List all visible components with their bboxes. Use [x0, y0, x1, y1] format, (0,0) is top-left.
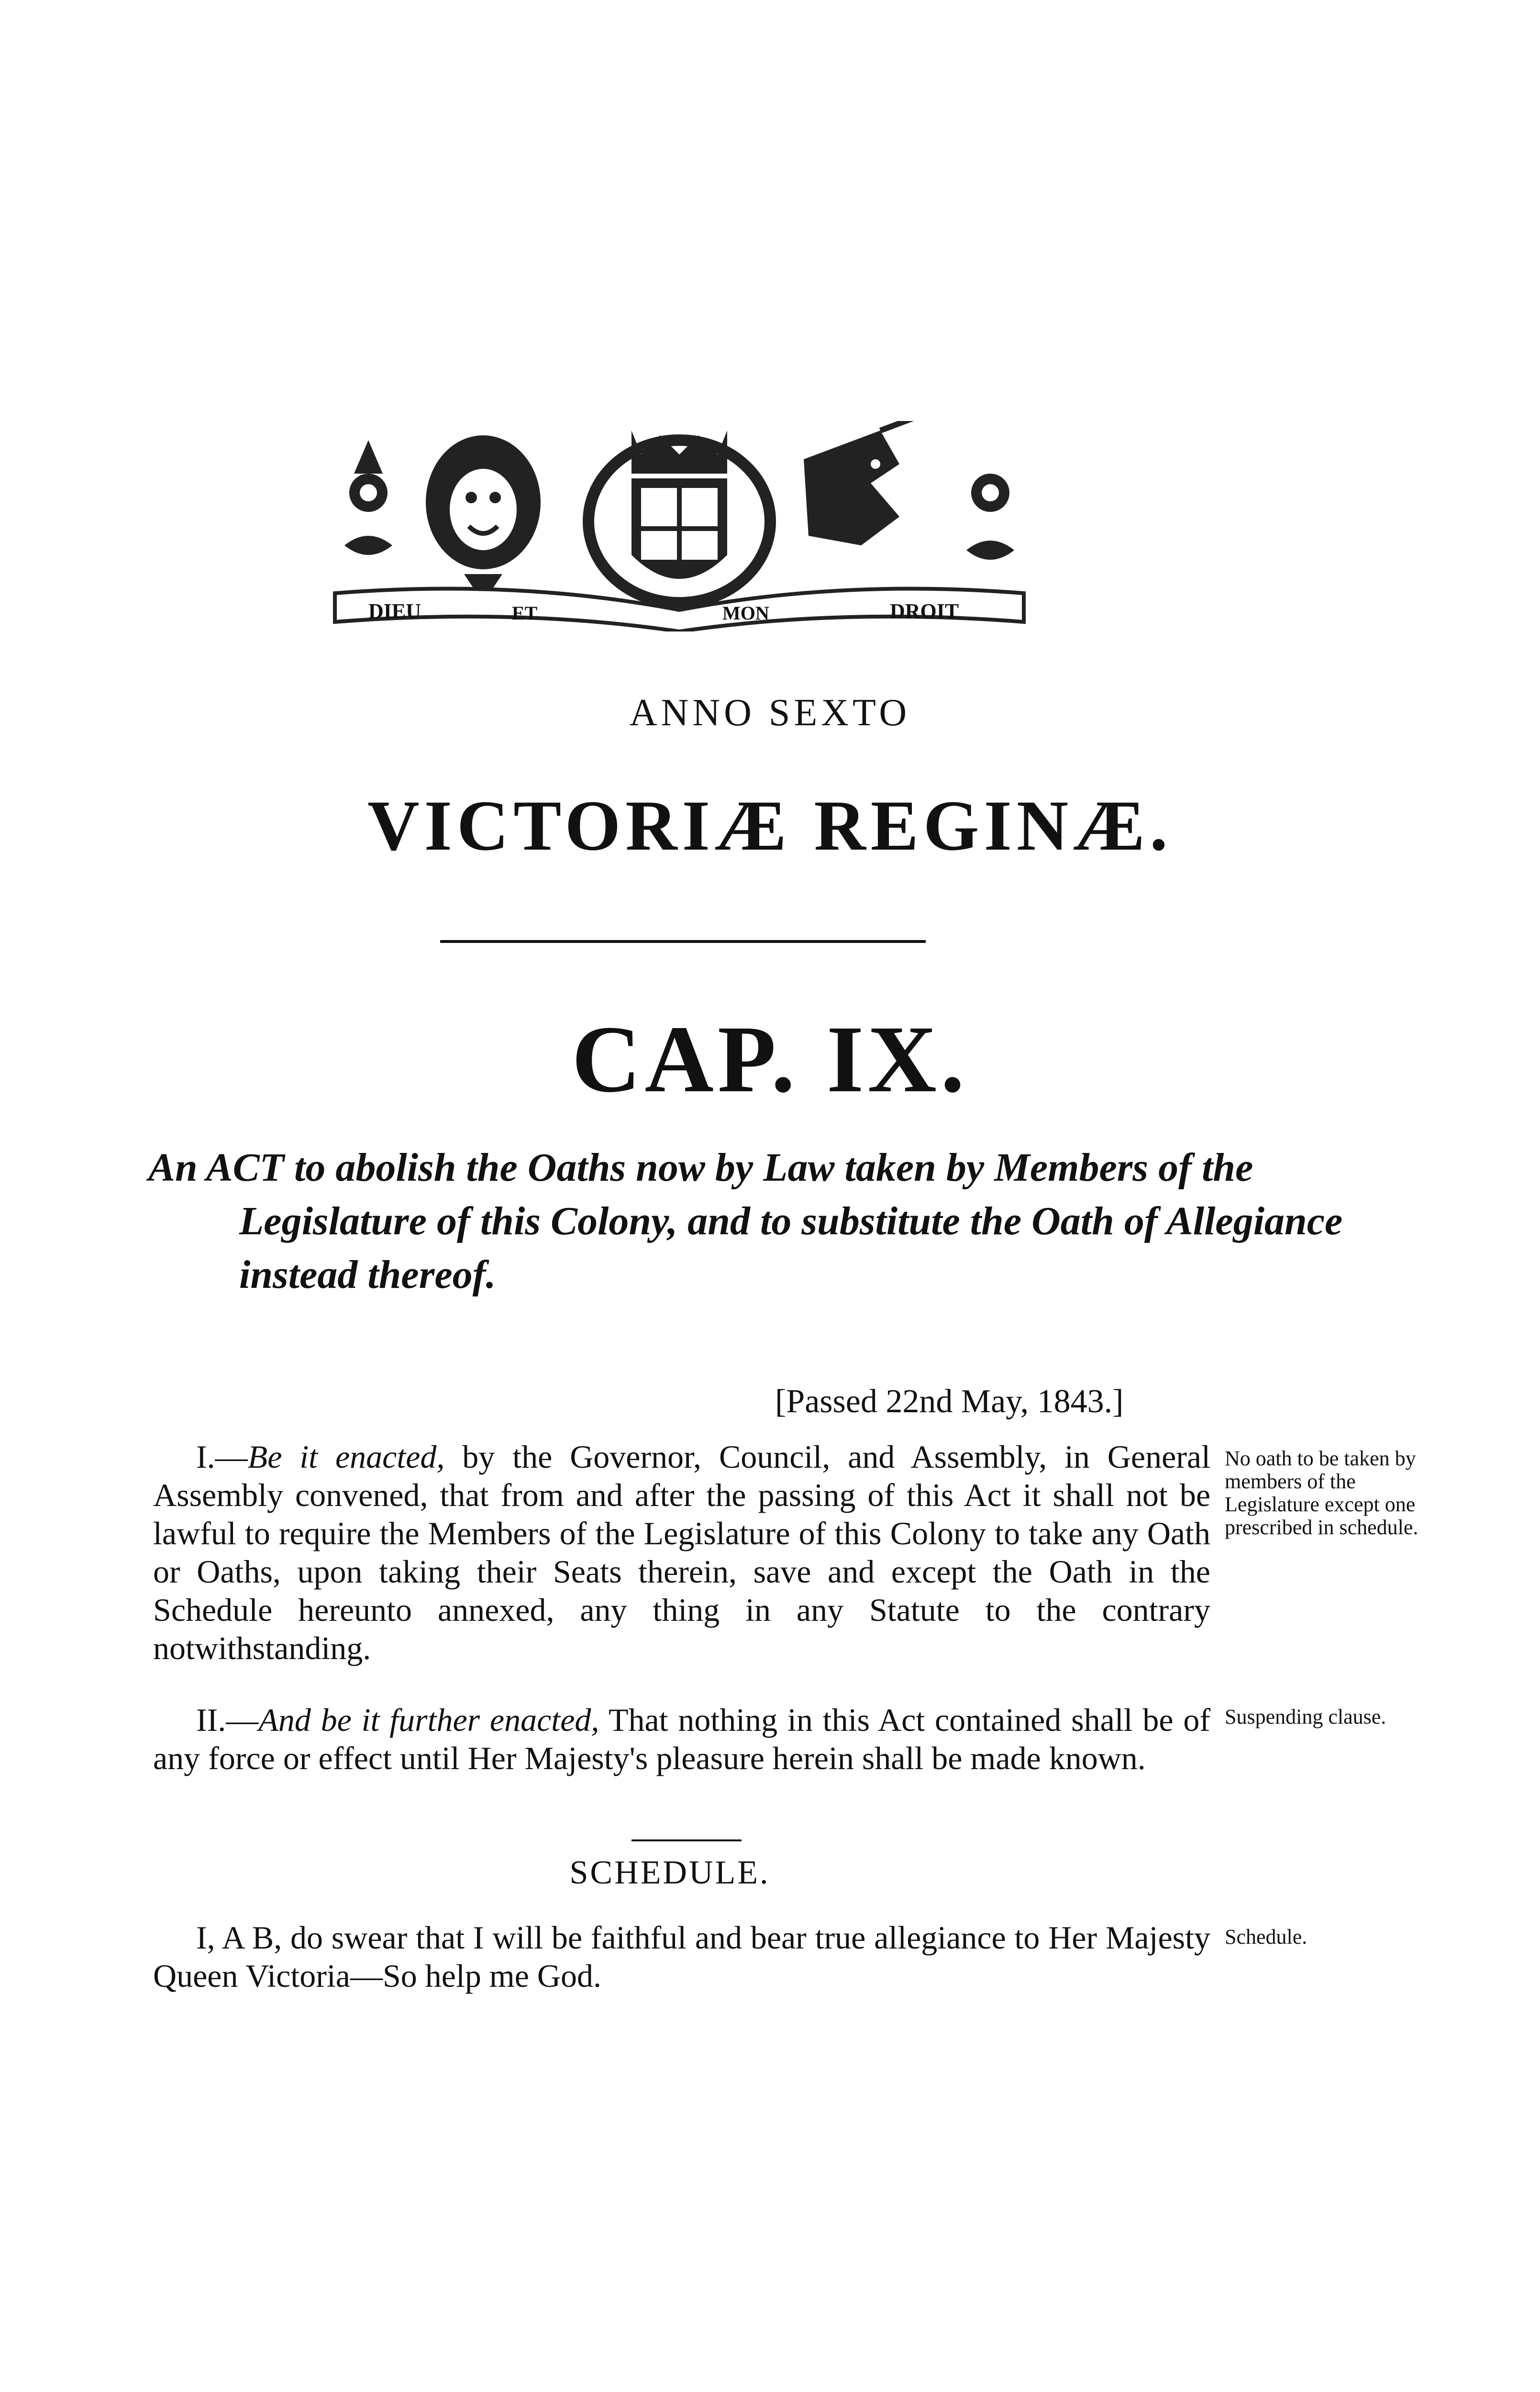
schedule-paragraph	[153, 1918, 1210, 1995]
act-title: An ACT to abolish the Oaths now by Law taken by Members of the Legislature of this Colony, and to substitute the Oath of Allegiance instead thereof.	[148, 1145, 1343, 1297]
margin-note-section-2: Suspending clause.	[1225, 1705, 1386, 1728]
margin-note-schedule: Schedule.	[1225, 1925, 1307, 1949]
section-1-paragraph	[153, 1438, 1210, 1667]
chapter-heading: CAP. IX.	[572, 1007, 968, 1112]
margin-note-section-1: No oath to be taken by members of the Legislature except one prescribed in schedule.	[1225, 1447, 1418, 1539]
section-text: That nothing in this Act contained shall be of any force or effect until Her Majesty's pleasure herein shall be made known.	[153, 1702, 1210, 1776]
section-lead: And be it further enacted,	[258, 1702, 599, 1738]
rose-icon	[966, 474, 1014, 560]
unicorn-icon	[804, 421, 919, 545]
section-lead: Be it enacted,	[247, 1439, 445, 1475]
section-text: by the Governor, Council, and Assembly, in General Assembly convened, that from and after the passing of this Act it shall not be lawful to require the Members of the Legislature of this Colony to take any Oath or Oaths, upon taking their Seats therein, save and except the Oath in the Schedule hereunto annexed, any thing in any Statute to the contrary notwithstanding.	[153, 1439, 1210, 1666]
shield-icon	[632, 478, 727, 579]
motto-word-droit: DROIT	[890, 599, 959, 623]
motto-word-mon: MON	[722, 602, 769, 624]
schedule-heading: SCHEDULE.	[569, 1854, 770, 1891]
passed-date: [Passed 22nd May, 1843.]	[775, 1383, 1124, 1420]
divider-rule	[440, 940, 926, 943]
schedule-text: I, A B, do swear that I will be faithful and bear true allegiance to Her Majesty Queen Victoria—So help me God.	[153, 1919, 1210, 1994]
thistle-icon	[344, 440, 392, 555]
section-2-paragraph	[153, 1701, 1210, 1777]
lion-icon	[426, 435, 541, 603]
motto-word-dieu: DIEU	[368, 599, 421, 623]
regnal-heading: VICTORIÆ REGINÆ.	[367, 786, 1173, 865]
section-number: II.—	[196, 1702, 259, 1738]
motto-word-et: ET	[512, 602, 538, 624]
short-divider-rule	[632, 1839, 742, 1841]
anno-heading: ANNO SEXTO	[629, 692, 911, 734]
section-number: I.—	[196, 1439, 248, 1475]
royal-coat-of-arms	[325, 421, 1033, 631]
